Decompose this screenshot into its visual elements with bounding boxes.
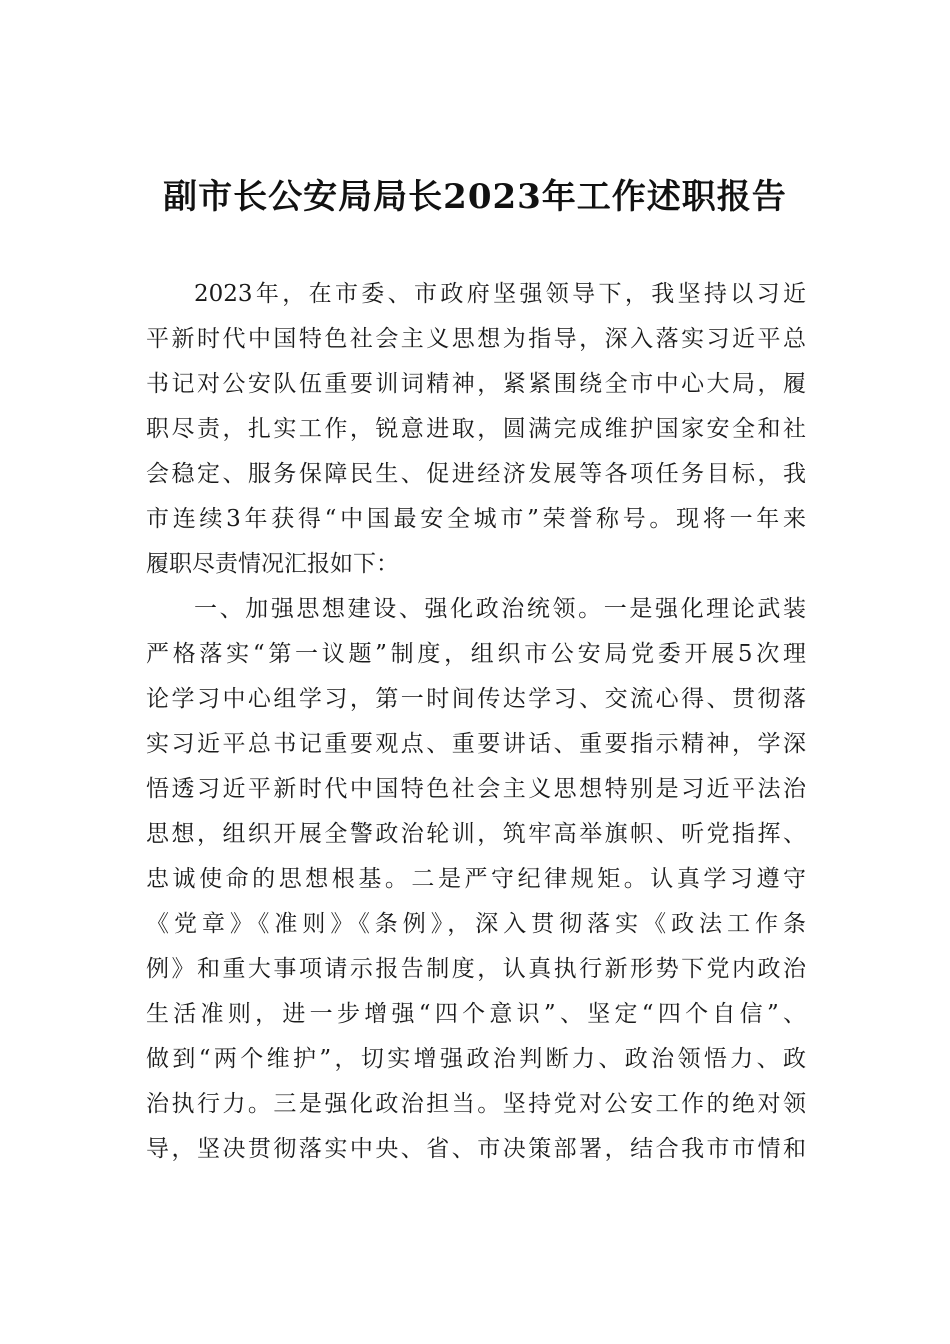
paragraph-2-line-6: 思想，组织开展全警政治轮训，筑牢高举旗帜、听党指挥、 — [146, 821, 806, 847]
paragraph-1-line-3: 书记对公安队伍重要训词精神，紧紧围绕全市中心大局，履 — [146, 371, 806, 397]
paragraph-2-line-7: 忠诚使命的思想根基。二是严守纪律规矩。认真学习遵守 — [146, 866, 806, 892]
paragraph-2-line-8: 《党章》《准则》《条例》，深入贯彻落实《政法工作条 — [146, 911, 806, 937]
paragraph-2-line-11: 做到“两个维护”，切实增强政治判断力、政治领悟力、政 — [146, 1046, 806, 1072]
paragraph-1-line-1: 2023年，在市委、市政府坚强领导下，我坚持以习近 — [194, 281, 806, 307]
paragraph-1-line-7: 履职尽责情况汇报如下： — [146, 551, 399, 577]
document-body — [146, 272, 806, 1172]
paragraph-1-line-4: 职尽责，扎实工作，锐意进取，圆满完成维护国家安全和社 — [146, 416, 806, 442]
paragraph-2-line-13: 导，坚决贯彻落实中央、省、市决策部署，结合我市市情和 — [146, 1136, 806, 1162]
paragraph-2-line-4: 实习近平总书记重要观点、重要讲话、重要指示精神，学深 — [146, 731, 806, 757]
paragraph-2-line-9: 例》和重大事项请示报告制度，认真执行新形势下党内政治 — [146, 956, 806, 982]
paragraph-2-line-1: 一、加强思想建设、强化政治统领。一是强化理论武装 — [194, 596, 806, 622]
paragraph-2-line-10: 生活准则，进一步增强“四个意识”、坚定“四个自信”、 — [146, 1001, 806, 1027]
paragraph-2-line-12: 治执行力。三是强化政治担当。坚持党对公安工作的绝对领 — [146, 1091, 806, 1117]
paragraph-2-line-3: 论学习中心组学习，第一时间传达学习、交流心得、贯彻落 — [146, 686, 806, 712]
paragraph-1-line-5: 会稳定、服务保障民生、促进经济发展等各项任务目标，我 — [146, 461, 806, 487]
paragraph-2-line-5: 悟透习近平新时代中国特色社会主义思想特别是习近平法治 — [146, 776, 806, 802]
document-title: 副市长公安局局长2023年工作述职报告 — [163, 177, 787, 217]
paragraph-2-line-2: 严格落实“第一议题”制度，组织市公安局党委开展5次理 — [146, 641, 806, 667]
paragraph-1-line-2: 平新时代中国特色社会主义思想为指导，深入落实习近平总 — [146, 326, 806, 352]
paragraph-1-line-6: 市连续3年获得“中国最安全城市”荣誉称号。现将一年来 — [146, 506, 806, 532]
